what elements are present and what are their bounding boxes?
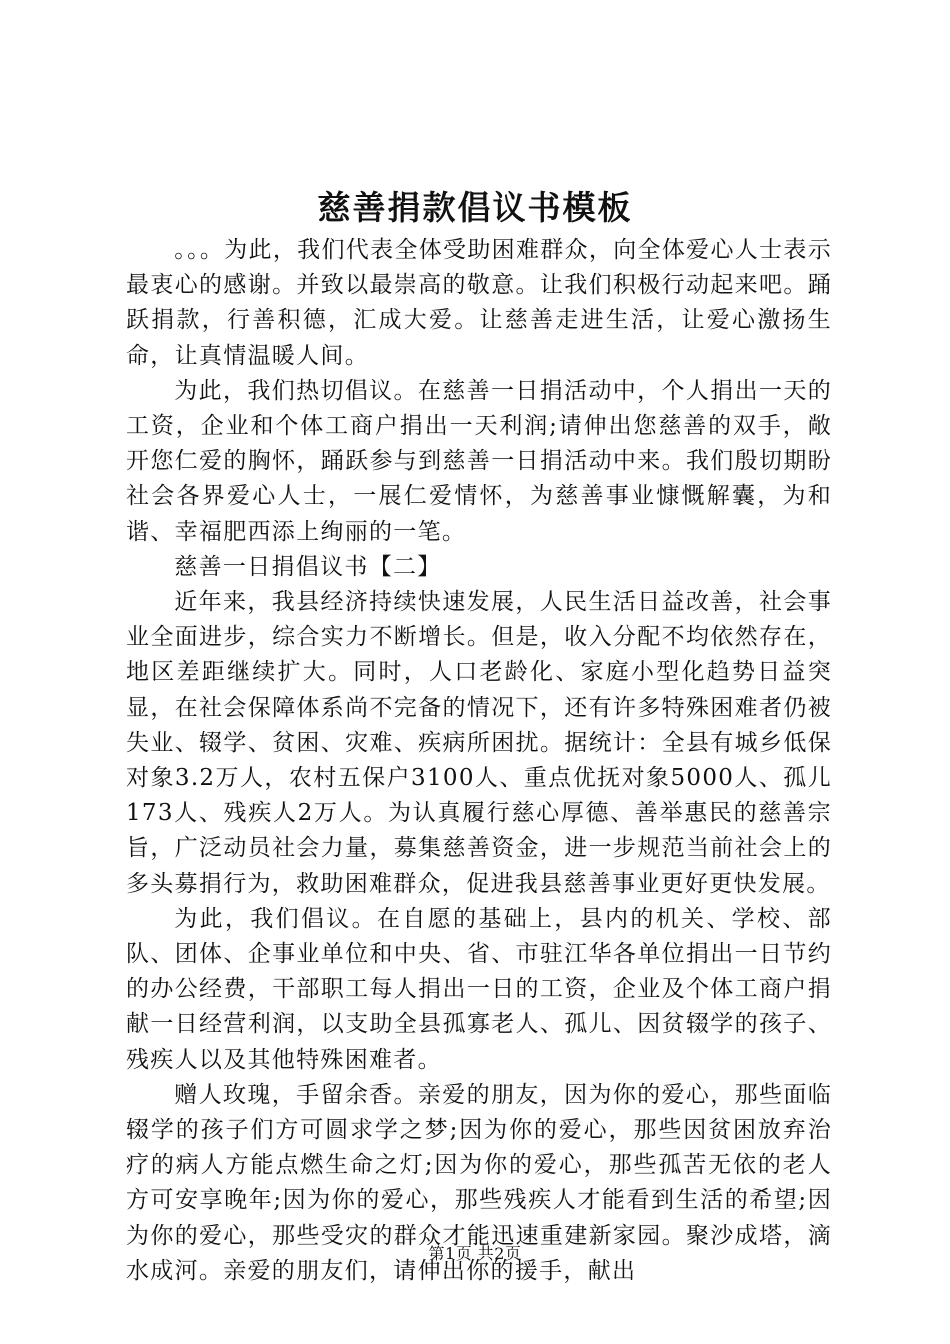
page-number-footer: 第1页 共2页 (428, 1244, 522, 1263)
paragraph-3: 近年来，我县经济持续快速发展，人民生活日益改善，社会事业全面进步，综合实力不断增长。但是，收入分配不均依然存在，地区差距继续扩大。同时，人口老龄化、家庭小型化趋势日益突显，在社会保障体系尚不完备的情况下，还有许多特殊困难者仍被失业、辍学、贫困、灾难、疾病所困扰。据统计：全县有城乡低保对象3.2万人，农村五保户3100人、重点优抚对象5000人、孤儿173人、残疾人2万人。为认真履行慈心厚德、善举惠民的慈善宗旨，广泛动员社会力量，募集慈善资金，进一步规范当前社会上的多头募捐行为，救助困难群众，促进我县慈善事业更好更快发展。 (126, 589, 832, 897)
paragraph-5: 赠人玫瑰，手留余香。亲爱的朋友，因为你的爱心，那些面临辍学的孩子们方可圆求学之梦;因为你的爱心，那些因贫困放弃治疗的病人方能点燃生命之灯;因为你的爱心，那些孤苦无依的老人方可安享晚年;因为你的爱心，那些残疾人才能看到生活的希望;因为你的爱心，那些受灾的群众才能迅速重建新家园。聚沙成塔，滴水成河。亲爱的朋友们，请伸出你的援手，献出 (126, 1081, 832, 1284)
document-title: 慈善捐款倡议书模板 (317, 188, 633, 227)
paragraph-2: 为此，我们热切倡议。在慈善一日捐活动中，个人捐出一天的工资，企业和个体工商户捐出一天利润;请伸出您慈善的双手，敞开您仁爱的胸怀，踊跃参与到慈善一日捐活动中来。我们殷切期盼社会各界爱心人士，一展仁爱情怀，为慈善事业慷慨解囊，为和谐、幸福肥西添上绚丽的一笔。 (126, 377, 832, 545)
paragraph-4: 为此，我们倡议。在自愿的基础上，县内的机关、学校、部队、团体、企事业单位和中央、省、市驻江华各单位捐出一日节约的办公经费，干部职工每人捐出一日的工资，企业及个体工商户捐献一日经营利润，以支助全县孤寡老人、孤儿、因贫辍学的孩子、残疾人以及其他特殊困难者。 (126, 905, 832, 1073)
document-body (126, 233, 832, 1289)
paragraph-1: 。。。为此，我们代表全体受助困难群众，向全体爱心人士表示最衷心的感谢。并致以最崇高的敬意。让我们积极行动起来吧。踊跃捐款，行善积德，汇成大爱。让慈善走进生活，让爱心激扬生命，让真情温暖人间。 (126, 237, 832, 369)
section-heading: 慈善一日捐倡议书【二】 (174, 553, 442, 580)
